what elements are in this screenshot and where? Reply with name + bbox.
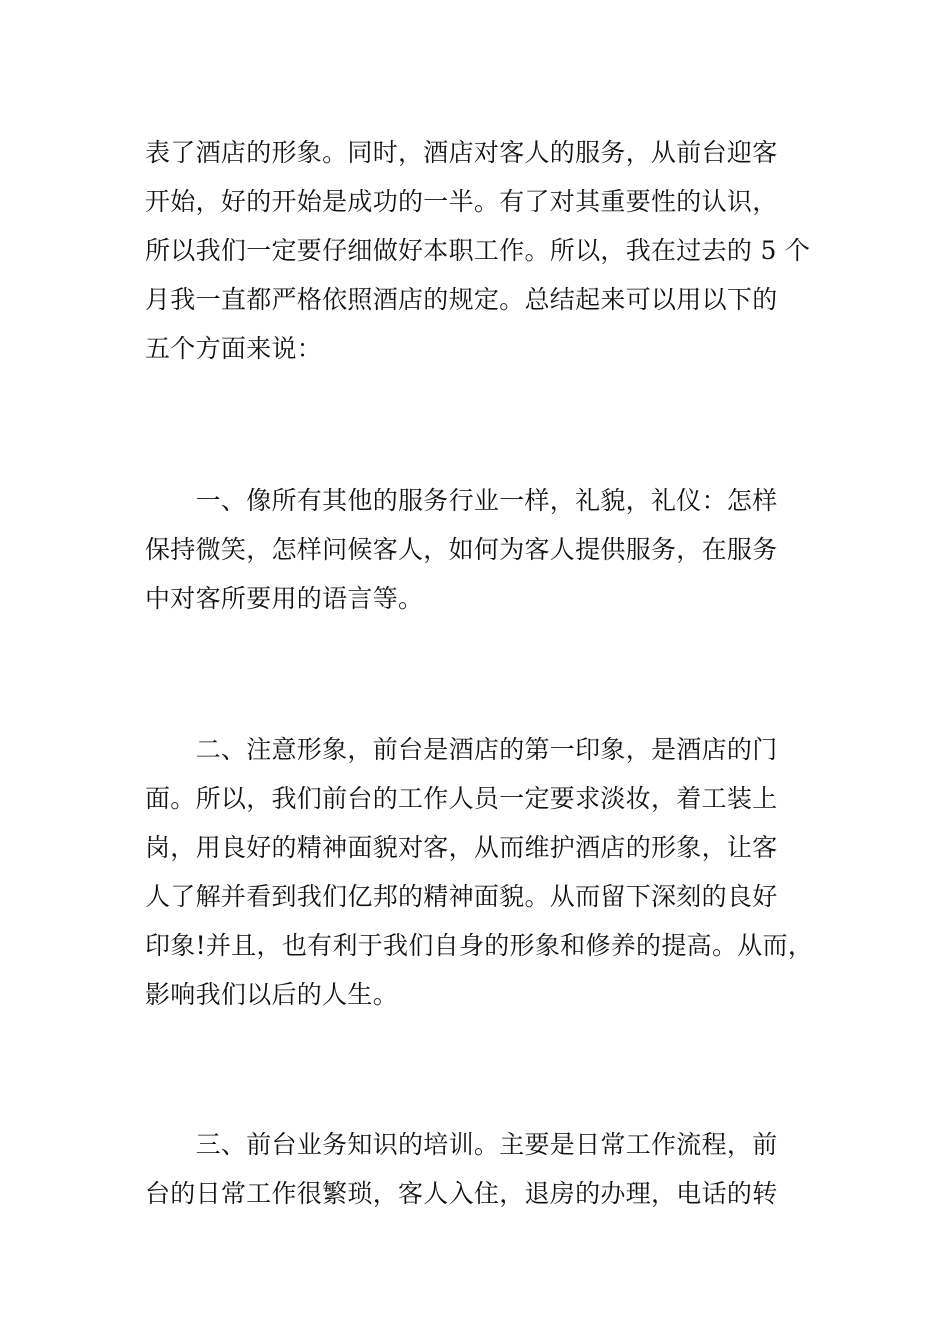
text-line: 三、前台业务知识的培训。主要是日常工作流程，前 xyxy=(145,1130,778,1159)
text-line: 岗，用良好的精神面貌对客，从而维护酒店的形象，让客 xyxy=(145,833,778,862)
text-line: 所以我们一定要仔细做好本职工作。所以，我在过去的 5 个 xyxy=(145,236,811,265)
text-line: 影响我们以后的人生。 xyxy=(145,980,399,1009)
paragraph-intro xyxy=(145,128,825,373)
text-line: 月我一直都严格依照酒店的规定。总结起来可以用以下的 xyxy=(145,285,778,314)
text-line: 开始，好的开始是成功的一半。有了对其重要性的认识， xyxy=(145,187,778,216)
text-line: 中对客所要用的语言等。 xyxy=(145,584,424,613)
text-line: 面。所以，我们前台的工作人员一定要求淡妆，着工装上 xyxy=(145,784,778,813)
paragraph-point-one xyxy=(145,476,825,623)
text-line: 二、注意形象，前台是酒店的第一印象，是酒店的门 xyxy=(145,735,778,764)
text-line: 印象!并且，也有利于我们自身的形象和修养的提高。从而， xyxy=(145,931,814,960)
text-line: 表了酒店的形象。同时，酒店对客人的服务，从前台迎客 xyxy=(145,138,778,167)
text-line: 保持微笑，怎样问候客人，如何为客人提供服务，在服务 xyxy=(145,535,778,564)
paragraph-point-two xyxy=(145,725,825,1019)
text-line: 人了解并看到我们亿邦的精神面貌。从而留下深刻的良好 xyxy=(145,882,778,911)
paragraph-point-three xyxy=(145,1120,825,1218)
text-line: 台的日常工作很繁琐，客人入住，退房的办理，电话的转 xyxy=(145,1179,778,1208)
text-line: 一、像所有其他的服务行业一样，礼貌，礼仪：怎样 xyxy=(145,486,778,515)
text-line: 五个方面来说： xyxy=(145,334,323,363)
